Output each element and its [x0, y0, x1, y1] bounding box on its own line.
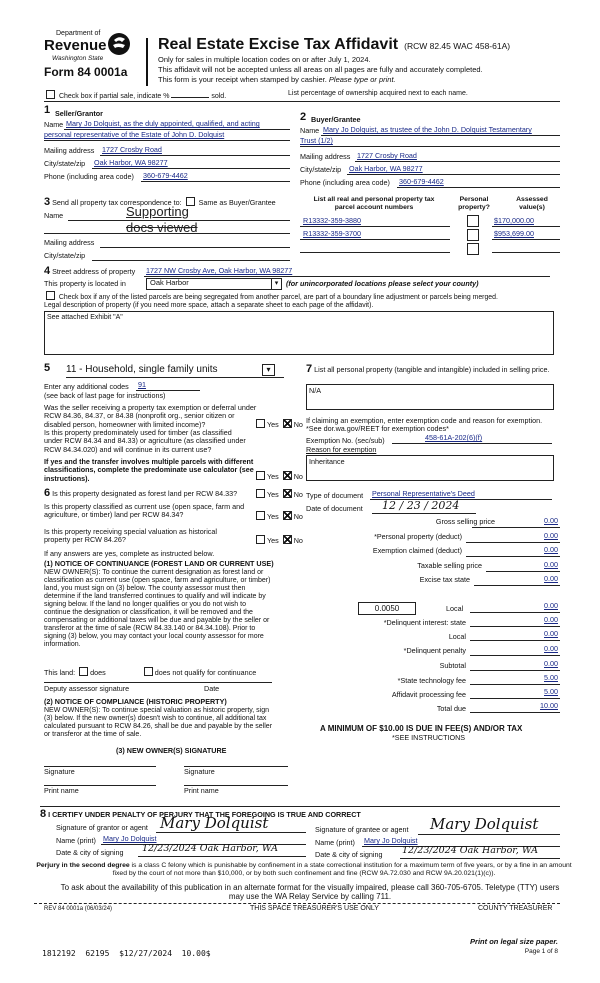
grantee-signature[interactable]: Mary Dolquist [430, 815, 539, 833]
section6-num: 6 [44, 487, 51, 499]
s6-q1-answer [254, 489, 303, 499]
form-title-text: Real Estate Excise Tax Affidavit [158, 36, 399, 53]
s6-q3: Is this property receiving special valuation as historical property per RCW 84.26? [44, 527, 217, 545]
personal-property-checkbox-1[interactable] [467, 229, 479, 241]
header-divider [146, 38, 148, 86]
personal-deduct-value[interactable]: 0.00 [544, 531, 558, 540]
section7-label: List all personal property (tangible and intangible) included in selling price. [314, 365, 550, 374]
exemption-claimed-value[interactable]: 0.00 [544, 545, 558, 554]
seller-city[interactable]: Oak Harbor, WA 98277 [94, 158, 168, 167]
personal-property-checkbox-2[interactable] [467, 243, 479, 255]
unincorporated-note: (for unincorporated locations please select your county) [286, 279, 479, 288]
s6-q3-yes-checkbox[interactable] [256, 535, 265, 544]
grantor-name-label: Name (print) [56, 836, 96, 845]
notice-continuance-body: NEW OWNER(S): To continue the current designation as forest land or classification as current use (open space, farm and agriculture, or timber) land, you must sign on (3) below. The county assessor must then determine if the land transferred continues to qualify and will indicate by signing below. If the land no longer qualifies or you do not wish to continue the designation or classification, it will be removed and the compensating or additional taxes will be due and payable by the seller or transferor at the time of sale (RCW 84.33.140 or 84.34.108). Prior to signing (3) below, you may contact your local county assessor for more information. [44, 569, 271, 649]
segregated-row [44, 291, 498, 302]
this-land-label: This land: [44, 668, 76, 677]
partial-sale-label: Check box if partial sale, indicate % [58, 93, 170, 100]
processing-fee-value[interactable]: 5.00 [544, 687, 558, 696]
taxable-price-value[interactable]: 0.00 [544, 560, 558, 569]
s5-q2: Is this property predominately used for timber (as classified under RCW 84.34 and 84.33) or agriculture (as classified under RCW 84.34.020) and will continue in its current use? [44, 428, 246, 454]
does-not-checkbox[interactable] [144, 667, 153, 676]
s5-q2-no: No [293, 472, 303, 481]
seller-mail-label: Mailing address [44, 146, 95, 155]
location-select[interactable] [146, 278, 282, 290]
seller-name-label: Name [44, 120, 64, 129]
certify-text: I CERTIFY UNDER PENALTY OF PERJURY THAT THE FOREGOING IS TRUE AND CORRECT [48, 810, 361, 819]
parcel-head-assessed: Assessed value(s) [516, 196, 548, 211]
segregated-checkbox[interactable] [46, 291, 55, 300]
reason-value: Inheritance [309, 457, 345, 466]
exemption-no[interactable]: 458-61A-202(6)(f) [425, 433, 483, 442]
land-use-value: 11 - Household, single family units [66, 364, 218, 375]
corr-mail-label: Mailing address [44, 238, 95, 247]
legal-description-value: See attached Exhibit "A" [47, 314, 123, 321]
section4-street-row [44, 265, 135, 278]
treasurer-receipt-stamp: 1812192 62195 $12/27/2024 10.00$ [42, 949, 211, 958]
seller-name-2[interactable]: personal representative of the Estate of John D. Dolquist [44, 130, 225, 139]
perjury-bold: Perjury in the second degree [36, 862, 130, 869]
excise-state-label: Excise tax state [419, 575, 470, 584]
section7-row [306, 363, 556, 376]
dept-line1: Department of [56, 30, 101, 37]
s6-q1-yes-checkbox[interactable] [256, 489, 265, 498]
s6-q2: Is this property classified as current use (open space, farm and agriculture, or timber) land per RCW 84.34? [44, 502, 245, 520]
s6-q1: Is this property designated as forest land per RCW 84.33? [52, 489, 238, 498]
tech-fee-value[interactable]: 5.00 [544, 673, 558, 682]
buyer-mail[interactable]: 1727 Crosby Road [357, 151, 417, 160]
s5-q2-yes: Yes [267, 472, 279, 481]
assessed-value-0[interactable]: $170,000.00 [494, 216, 534, 225]
s5-q2-answer [254, 471, 303, 481]
grantor-date-city[interactable]: 12/23/2024 Oak Harbor, WA [142, 843, 278, 854]
s6-q1-yes: Yes [267, 490, 279, 499]
legal-description-field[interactable] [44, 311, 554, 355]
s5-q1-answer [254, 419, 303, 429]
exemption-claimed-label: Exemption claimed (deduct) [372, 546, 462, 555]
ownership-note: List percentage of ownership acquired next to each name. [288, 90, 468, 97]
notice-continuance-title: (1) NOTICE OF CONTINUANCE (FOREST LAND OR CURRENT USE) [44, 559, 274, 568]
seller-mail[interactable]: 1727 Crosby Road [102, 145, 162, 154]
delinquent-interest-local-label: Local [448, 632, 466, 641]
s6-q3-yes: Yes [267, 536, 279, 545]
minimum-due-note: A MINIMUM OF $10.00 IS DUE IN FEE(S) AND/OR TAX [320, 724, 523, 733]
located-label: This property is located in [44, 279, 126, 288]
local-tax-label: Local [446, 604, 464, 613]
additional-codes-label: Enter any additional codes [44, 382, 129, 391]
same-as-buyer-label: Same as Buyer/Grantee [198, 198, 276, 207]
s5-q1-no: No [293, 420, 303, 429]
street-label: Street address of property [52, 267, 136, 276]
grantee-date-city[interactable]: 12/23/2024 Oak Harbor, WA [402, 845, 538, 856]
perjury-notice [34, 862, 574, 878]
deputy-assessor-label: Deputy assessor signature [44, 684, 130, 693]
s6-q3-answer [254, 535, 303, 545]
grantee-date-city-label: Date & city of signing [315, 850, 383, 859]
header-note1: Only for sales in multiple location codes on or after July 1, 2024. [158, 55, 371, 64]
grantee-name-label: Name (print) [315, 838, 355, 847]
s6-q2-no-checkbox[interactable] [283, 511, 292, 520]
property-street[interactable]: 1727 NW Crosby Ave, Oak Harbor, WA 98277 [146, 266, 293, 275]
buyer-phone[interactable]: 360-679-4462 [399, 177, 444, 186]
notice-compliance-body: NEW OWNER(S): To continue special valuation as historic property, sign (3) below. If the new owner(s) doesn't wish to continue, all additional tax calculated pursuant to RCW 84.26, shall be due and payable by the seller or transferor at the time of sale. [44, 707, 273, 739]
additional-codes[interactable]: 91 [138, 380, 146, 389]
subtotal-value[interactable]: 0.00 [544, 659, 558, 668]
owner-print-label-1: Print name [44, 786, 79, 795]
s6-q1-no: No [293, 490, 303, 499]
s6-q2-answer [254, 511, 303, 521]
seller-city-label: City/state/zip [44, 159, 86, 168]
s5-q1: Was the seller receiving a property tax exemption or deferral under RCW 84.36, 84.37, or 84.38 (nonprofit org., senior citizen or disabled person, homeowner with limited income)? [44, 403, 257, 429]
owner-signature-label-2: Signature [184, 767, 215, 776]
supporting-docs-stamp [126, 204, 198, 235]
notice-compliance-title: (2) NOTICE OF COMPLIANCE (HISTORIC PROPERTY) [44, 697, 227, 706]
doc-type-label: Type of document [306, 491, 364, 500]
personal-property-value: N/A [309, 386, 321, 395]
gross-price-label: Gross selling price [435, 517, 495, 526]
parcel-head-personal: Personal property? [458, 196, 490, 211]
buyer-name[interactable]: Mary Jo Dolquist, as trustee of the John D. Dolquist Testamentary [323, 125, 532, 134]
delinquent-penalty-label: *Delinquent penalty [403, 646, 466, 655]
section8-num: 8 [40, 808, 47, 820]
local-rate-value: 0.0050 [374, 604, 400, 613]
grantee-sig-label: Signature of grantee or agent [315, 825, 409, 834]
buyer-name-2[interactable]: Trust (1/2) [300, 136, 333, 145]
subtotal-label: Subtotal [439, 661, 466, 670]
delinquent-interest-local-value[interactable]: 0.00 [544, 629, 558, 638]
form-title [158, 36, 510, 54]
location-select-value: Oak Harbor [150, 278, 189, 287]
local-tax-value[interactable]: 0.00 [544, 601, 558, 610]
reason-field[interactable] [306, 455, 554, 481]
exemption-instructions: If claiming an exemption, enter exemption code and reason for exemption. *See dor.wa.gov/REET for exemption codes* [306, 416, 543, 434]
section4-num: 4 [44, 265, 51, 277]
section3-label: Send all property tax correspondence to: [52, 198, 182, 207]
owner-signature-label-1: Signature [44, 767, 75, 776]
header-note3-b: Please type or print. [328, 75, 396, 84]
doc-date[interactable]: 12 / 23 / 2024 [382, 499, 460, 512]
chevron-down-icon: ▾ [271, 279, 281, 289]
delinquent-penalty-value[interactable]: 0.00 [544, 644, 558, 653]
s6-q3-no: No [293, 536, 303, 545]
buyer-phone-label: Phone (including area code) [300, 178, 390, 187]
excise-state-value[interactable]: 0.00 [544, 574, 558, 583]
doc-type[interactable]: Personal Representative's Deed [372, 489, 475, 498]
parcel-row-1[interactable]: R13332-359-3700 [303, 229, 361, 238]
personal-deduct-label: *Personal property (deduct) [374, 532, 462, 541]
s5-q2-note: If yes and the transfer involves multiple parcels with different classifications, complete the predominate use calculator (see instructions). [44, 457, 254, 483]
section2-num: 2 [300, 111, 307, 123]
parcel-head-list: List all real and personal property tax parcel account numbers [313, 196, 435, 211]
dor-logo-icon [106, 31, 132, 57]
tech-fee-label: *State technology fee [397, 676, 466, 685]
land-use-select[interactable] [66, 364, 284, 376]
see-back-note: (see back of last page for instructions) [44, 391, 166, 400]
parcel-row-0[interactable]: R13332-359-3880 [303, 216, 361, 225]
delinquent-interest-state-value[interactable]: 0.00 [544, 615, 558, 624]
rev-code: REV 84 0001a (06/03/24) [44, 906, 113, 912]
s6-q2-no: No [293, 512, 303, 521]
land-use-chevron-icon: ▾ [262, 364, 275, 376]
s6-q3-no-checkbox[interactable] [283, 535, 292, 544]
does-not-label: does not qualify for continuance [154, 668, 257, 677]
s6-q1-row [44, 487, 237, 500]
s6-if-yes: If any answers are yes, complete as instructed below. [44, 549, 215, 558]
legal-size-note: Print on legal size paper. [470, 937, 558, 946]
grantor-signature[interactable]: Mary Dolquist [160, 814, 269, 832]
s5-q2-no-checkbox[interactable] [283, 471, 292, 480]
partial-sale-checkbox[interactable] [46, 90, 55, 99]
s5-q2-yes-checkbox[interactable] [256, 471, 265, 480]
processing-fee-label: Affidavit processing fee [391, 690, 466, 699]
local-rate-field[interactable] [358, 602, 416, 615]
grantor-date-city-label: Date & city of signing [56, 848, 124, 857]
s5-q1-yes: Yes [267, 420, 279, 429]
buyer-mail-label: Mailing address [300, 152, 351, 161]
stamp-line1: Supporting [126, 204, 189, 219]
dept-line2: Revenue [44, 37, 107, 54]
buyer-city-label: City/state/zip [300, 165, 342, 174]
s6-q1-no-checkbox[interactable] [283, 489, 292, 498]
assessed-value-1[interactable]: $953,699.00 [494, 229, 534, 238]
header-note3 [158, 76, 396, 85]
header-note2: This affidavit will not be accepted unless all areas on all pages are fully and accurately completed. [158, 65, 483, 74]
dor-logo [42, 28, 138, 86]
section2-title: Buyer/Grantee [311, 115, 361, 124]
doc-date-label: Date of document [306, 504, 363, 513]
partial-sale-sold: sold. [211, 93, 227, 100]
buyer-name-label: Name [300, 126, 320, 135]
stamp-line2: docs viewed [126, 219, 198, 235]
section1-title: Seller/Grantor [55, 109, 103, 118]
taxable-price-label: Taxable selling price [417, 561, 482, 570]
section3-num: 3 [44, 196, 51, 208]
section7-num: 7 [306, 363, 313, 375]
new-owner-signature-title: (3) NEW OWNER(S) SIGNATURE [116, 746, 227, 755]
does-label: does [90, 668, 106, 677]
page-number: Page 1 of 8 [524, 948, 558, 955]
seller-phone[interactable]: 360-679-4462 [143, 171, 188, 180]
total-due-label: Total due [436, 704, 466, 713]
buyer-city[interactable]: Oak Harbor, WA 98277 [349, 164, 423, 173]
alt-format-notice: To ask about the availability of this publication in an alternate format for the visually impaired, please call 360-705-6705. Teletype (TTY) users may use the WA Relay Service by calling 711. [60, 883, 560, 902]
s5-q1-yes-checkbox[interactable] [256, 419, 265, 428]
this-land-row [44, 667, 256, 677]
s6-q2-yes: Yes [267, 512, 279, 521]
form-number: Form 84 0001a [44, 65, 128, 79]
perjury-text: is a class C felony which is punishable by confinement in a state correctional institution for a maximum term of five years, or by a fine in an amount fixed by the court of not more than $10,000, or by both such confinement and fine (RCW 9A.72.030 and RCW 9A.20.021(1)(c)). [112, 862, 572, 877]
corr-name-label: Name [44, 211, 64, 220]
section5-num: 5 [44, 362, 51, 374]
does-checkbox[interactable] [79, 667, 88, 676]
form-title-rcw: (RCW 82.45 WAC 458-61A) [404, 41, 511, 51]
seller-phone-label: Phone (including area code) [44, 172, 134, 181]
grantor-sig-label: Signature of grantor or agent [56, 823, 148, 832]
see-instructions-note: *SEE INSTRUCTIONS [392, 733, 466, 742]
delinquent-interest-state-label: *Delinquent interest: state [383, 618, 466, 627]
segregated-label: Check box if any of the listed parcels are being segregated from another parcel, are part of a boundary line adjustment or parcels being merged. [58, 294, 498, 301]
partial-sale-row [44, 90, 226, 101]
total-due-value[interactable]: 10.00 [540, 701, 558, 710]
reason-label: Reason for exemption [306, 445, 377, 454]
gross-price-value[interactable]: 0.00 [544, 516, 558, 525]
county-treasurer: COUNTY TREASURER [478, 905, 553, 912]
grantee-name[interactable]: Mary Jo Dolquist [364, 836, 418, 845]
personal-property-checkbox-0[interactable] [467, 215, 479, 227]
deputy-date-label: Date [204, 684, 220, 693]
treasurer-use-only: THIS SPACE TREASURER'S USE ONLY [250, 905, 379, 912]
legal-desc-label: Legal description of property (if you need more space, attach a separate sheet to each page of the affidavit). [44, 302, 374, 309]
personal-property-field[interactable] [306, 384, 554, 410]
header-note3-a: This form is your receipt when stamped by cashier. [158, 75, 327, 84]
owner-print-label-2: Print name [184, 786, 219, 795]
grantor-name[interactable]: Mary Jo Dolquist [103, 834, 157, 843]
dept-line3: Washington State [52, 55, 104, 62]
exemption-no-label: Exemption No. (sec/sub) [306, 436, 385, 445]
corr-city-label: City/state/zip [44, 251, 86, 260]
s6-q2-yes-checkbox[interactable] [256, 511, 265, 520]
seller-name[interactable]: Mary Jo Dolquist, as the duly appointed, qualified, and acting [66, 119, 260, 128]
s5-q1-no-checkbox[interactable] [283, 419, 292, 428]
section1-num: 1 [44, 104, 51, 116]
